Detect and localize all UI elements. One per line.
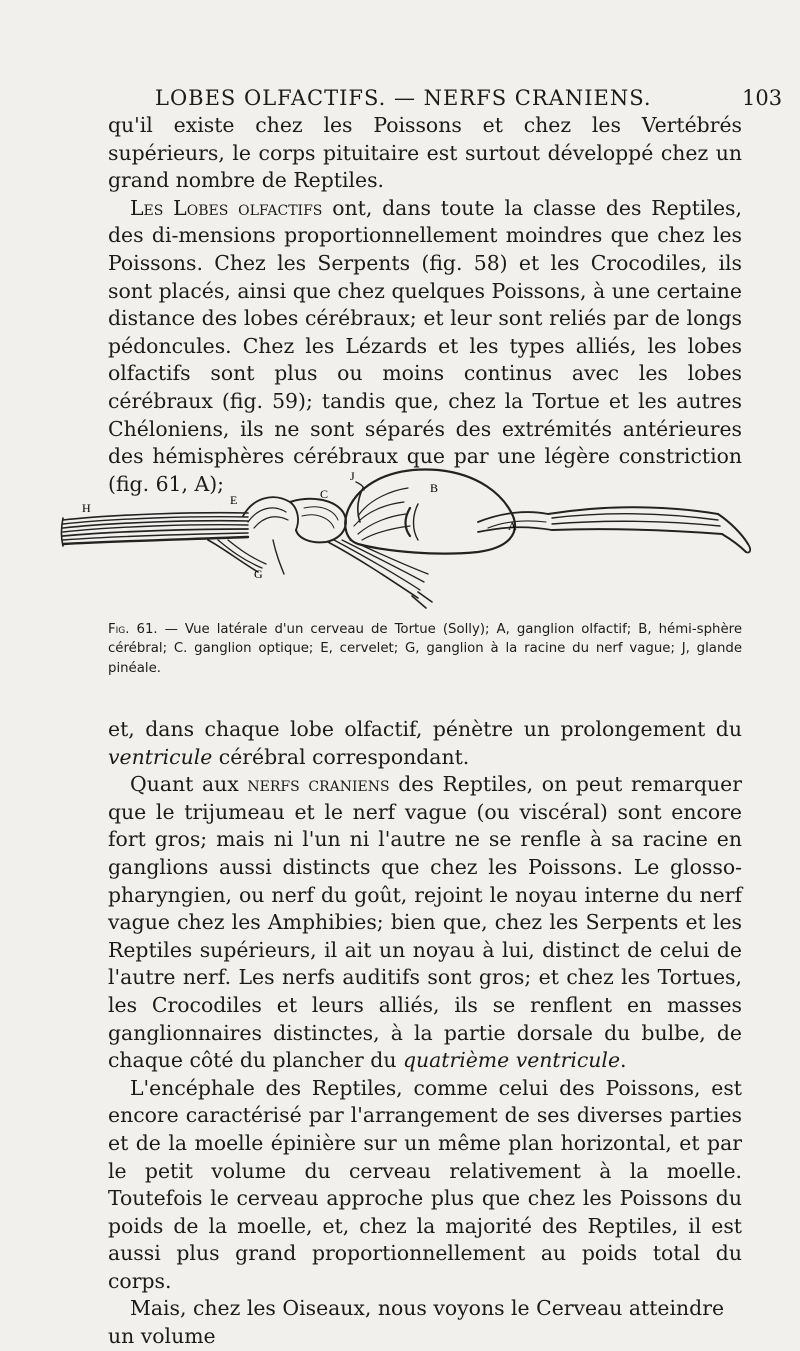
paragraph-1: qu'il existe chez les Poissons et chez les Vertébrés supérieurs, le corps pituitaire est surtout développé chez un grand nombre de Reptiles. [108, 113, 742, 193]
figure-caption [108, 620, 742, 678]
label-c: C [320, 487, 329, 501]
running-title: LOBES OLFACTIFS. — NERFS CRANIENS. [155, 86, 652, 110]
paragraph-5: L'encéphale des Reptiles, comme celui des Poissons, est encore caractérisé par l'arrangement de ses diverses parties et de la moelle épinière sur un même plan horizontal, et par le petit volume du cerveau relativement à la moelle. Toutefois le cerveau approche plus que chez les Poissons du poids de la moelle, et, chez la majorité des Reptiles, il est aussi plus grand proportionnellement au poids total du corps. [108, 1075, 742, 1293]
paragraph-6: Mais, chez les Oiseaux, nous voyons le Cerveau atteindre un volume [108, 1296, 725, 1349]
caption-lead: Fig. 61. [108, 622, 158, 637]
figure-61 [58, 468, 758, 618]
paragraph-4-end: . [620, 1048, 627, 1073]
paragraph-2 [108, 195, 742, 499]
page-number: 103 [742, 86, 783, 110]
brain-illustration [58, 468, 758, 618]
paragraph-3 [108, 716, 742, 771]
paragraph-4 [108, 771, 742, 1075]
label-h: H [82, 501, 91, 515]
paragraph-4-text: des Reptiles, on peut remarquer que le trijumeau et le nerf vague (ou viscéral) sont encore fort gros; mais ni l'un ni l'autre ne se renfle à sa racine en ganglions aussi distincts que chez les Poissons. Le glosso-pharyngien, ou nerf du goût, rejoint le noyau interne du nerf vague chez les Amphibies; bien que, chez les Serpents et les Reptiles supérieurs, il ait un noyau à lui, distinct de celui de l'autre nerf. Les nerfs auditifs sont gros; et chez les Tortues, les Crocodiles et leurs alliés, ils se renflent en masses ganglionnaires distinctes, à la partie dorsale du bulbe, de chaque côté du plancher du [108, 772, 742, 1073]
ventricule-italic: ventricule [108, 744, 213, 769]
quatrieme-ventricule-italic: quatrième ventricule [402, 1048, 621, 1073]
paragraph-3-end: cérébral correspondant. [212, 744, 470, 769]
lobes-olfactifs-heading: Les Lobes olfactifs [130, 195, 323, 220]
label-g: G [254, 567, 263, 581]
bottom-text-block [108, 716, 742, 1351]
paragraph-3-start: et, dans chaque lobe olfactif, pénètre un prolongement du [108, 717, 742, 741]
label-a: A [508, 519, 517, 533]
label-j: J [350, 469, 355, 483]
caption-text: — Vue latérale d'un cerveau de Tortue (Solly); A, ganglion olfactif; B, hémi-sphère cérébral; C. ganglion optique; E, cervelet; G, ganglion à la racine du nerf vague; J, glande pinéale. [108, 622, 742, 676]
label-b: B [430, 481, 439, 495]
paragraph-4-start: Quant aux [130, 772, 248, 797]
top-text-block [108, 112, 742, 498]
paragraph-2-text: ont, dans toute la classe des Reptiles, des di-mensions proportionnellement moindres que chez les Poissons. Chez les Serpents (fig. 58) et les Crocodiles, ils sont placés, ainsi que chez quelques Poissons, à une certaine distance des lobes cérébraux; et leur sont reliés par de longs pédoncules. Chez les Lézards et les types alliés, les lobes olfactifs sont plus ou moins continus avec les lobes cérébraux (fig. 59); tandis que, chez la Tortue et les autres Chéloniens, ils ne sont séparés des extrémités antérieures des hémisphères cérébraux que par une légère constriction (fig. 61, A); [108, 195, 742, 496]
label-e: E [230, 493, 238, 507]
nerfs-craniens-heading: nerfs craniens [247, 772, 390, 797]
